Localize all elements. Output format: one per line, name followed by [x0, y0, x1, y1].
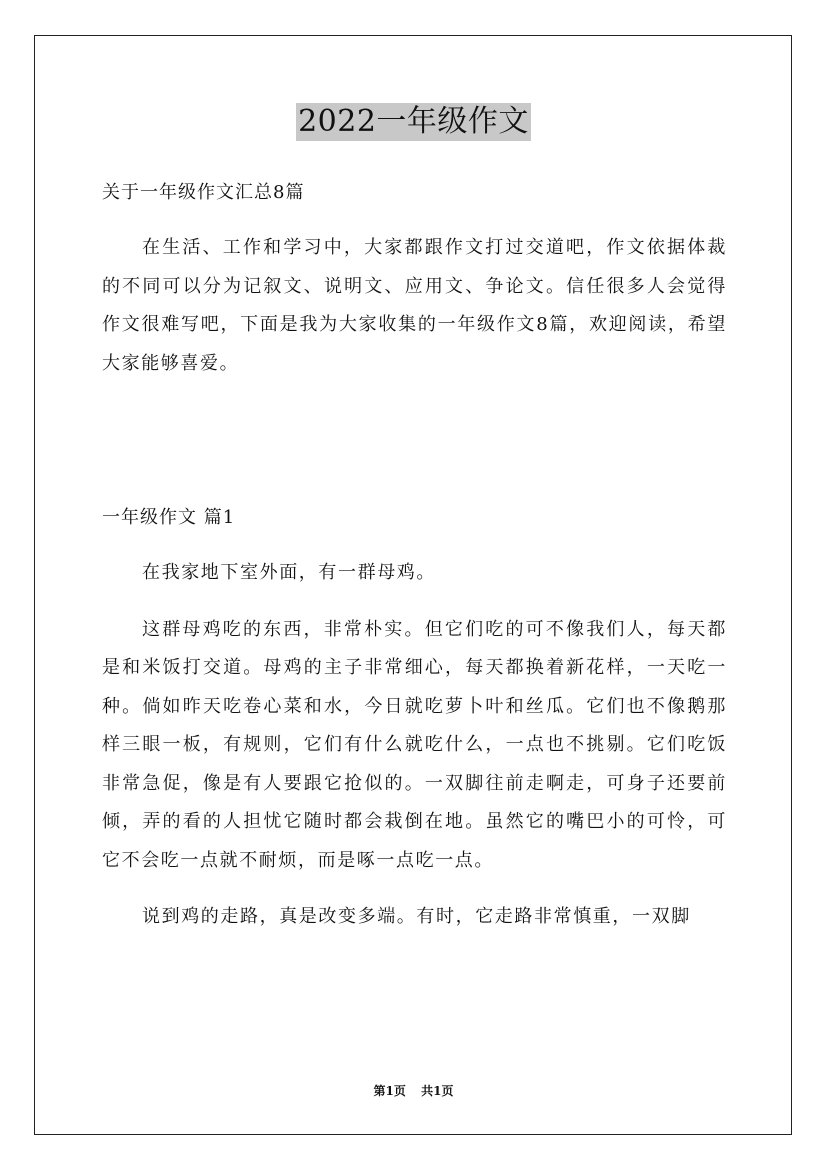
- section-heading: 一年级作文 篇1: [102, 507, 236, 528]
- page-total: 共1页: [421, 1084, 454, 1098]
- document-title: 2022一年级作文: [298, 104, 529, 139]
- essay-paragraph: 这群母鸡吃的东西，非常朴实。但它们吃的可不像我们人，每天都是和米饭打交道。母鸡的主子非常细心，每天都换着新花样，一天吃一种。倘如昨天吃卷心菜和水，今日就吃萝卜叶和丝瓜。它们也不像鹅那样三眼一板，有规则，它们有什么就吃什么，一点也不挑剔。它们吃饭非常急促，像是有人要跟它抢似的。一双脚往前走啊走，可身子还要前倾，弄的看的人担忧它随时都会栽倒在地。虽然它的嘴巴小的可怜，可它不会吃一点就不耐烦，而是啄一点吃一点。: [102, 618, 727, 871]
- essay-paragraph: 说到鸡的走路，真是改变多端。有时，它走路非常慎重，一双脚: [142, 906, 691, 927]
- intro-paragraph: 在生活、工作和学习中，大家都跟作文打过交道吧，作文依据体裁的不同可以分为记叙文、说明文、应用文、争论文。信任很多人会觉得作文很难写吧，下面是我为大家收集的一年级作文8篇，欢迎阅读，希望大家能够喜爱。: [102, 237, 727, 374]
- title-container: [0, 103, 827, 141]
- page-footer: [0, 1082, 827, 1100]
- essay-paragraph: 在我家地下室外面，有一群母鸡。: [142, 562, 436, 583]
- essay-body: [102, 554, 727, 955]
- document-subtitle: 关于一年级作文汇总8篇: [102, 182, 305, 203]
- page-number: 第1页: [373, 1084, 406, 1098]
